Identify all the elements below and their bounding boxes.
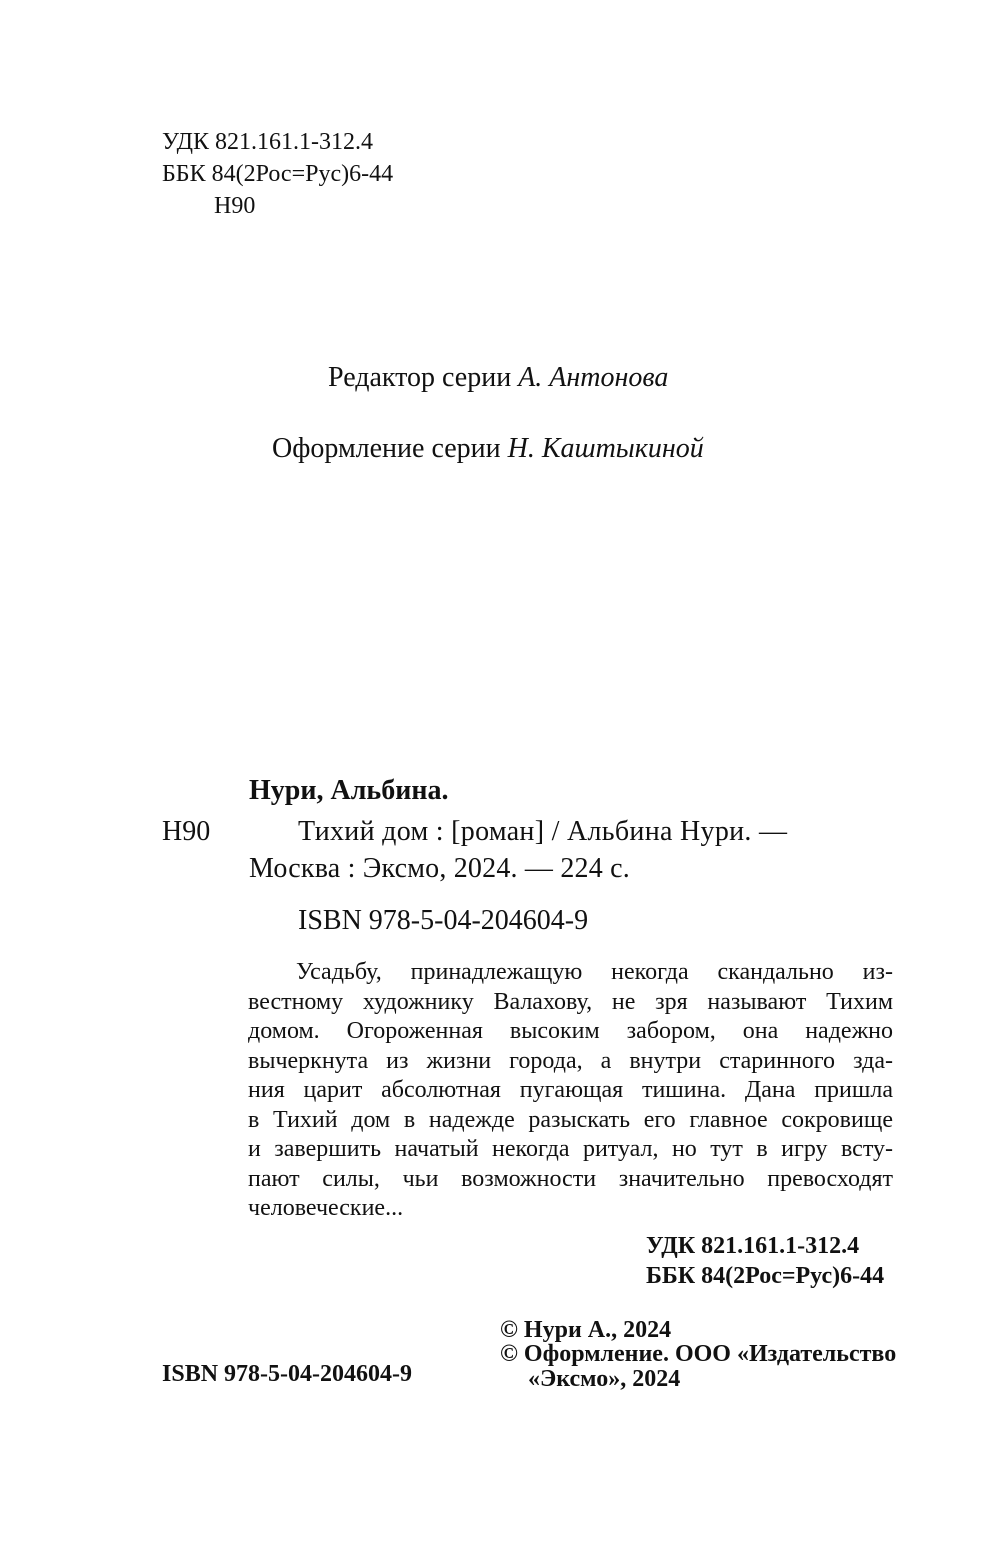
series-editor-name: А. Антонова bbox=[518, 362, 669, 393]
annotation-line: человеческие... bbox=[248, 1195, 404, 1221]
series-editor-role: Редактор серии bbox=[328, 362, 512, 393]
series-design-credit bbox=[272, 435, 704, 463]
bottom-isbn: ISBN 978-5-04-204604-9 bbox=[162, 1361, 412, 1387]
annotation-line: вестному художнику Валахову, не зря называют Тихим bbox=[248, 988, 893, 1015]
bottom-bbk-code: ББК 84(2Рос=Рус)6-44 bbox=[646, 1263, 885, 1289]
author-heading: Нури, Альбина. bbox=[249, 775, 449, 806]
copyright-design-continued: «Эксмо», 2024 bbox=[528, 1366, 681, 1392]
record-isbn: ISBN 978-5-04-204604-9 bbox=[298, 905, 589, 936]
annotation-line: и завершить начатый некогда ритуал, но тут в игру всту- bbox=[248, 1136, 893, 1162]
copyright-design: © Оформление. ООО «Издательство bbox=[500, 1341, 897, 1367]
author-mark: Н90 bbox=[214, 193, 256, 219]
record-title-line: Тихий дом : [роман] / Альбина Нури. — bbox=[298, 816, 788, 847]
annotation-line: вычеркнута из жизни города, а внутри старинного зда- bbox=[248, 1047, 893, 1074]
record-imprint-line: Москва : Эксмо, 2024. — 224 с. bbox=[249, 853, 630, 884]
copyright-author: © Нури А., 2024 bbox=[500, 1317, 672, 1343]
annotation-line: в Тихий дом в надежде разыскать его главное сокровище bbox=[248, 1106, 893, 1133]
annotation-line: домом. Огороженная высоким забором, она надежно bbox=[248, 1018, 893, 1044]
udk-code: УДК 821.161.1-312.4 bbox=[162, 129, 373, 155]
annotation-paragraph bbox=[248, 958, 893, 1224]
annotation-line: ния царит абсолютная пугающая тишина. Дана пришла bbox=[248, 1077, 893, 1103]
annotation-line: пают силы, чьи возможности значительно превосходят bbox=[248, 1165, 893, 1192]
series-design-role: Оформление серии bbox=[272, 433, 501, 464]
bottom-udk-code: УДК 821.161.1-312.4 bbox=[646, 1233, 860, 1259]
record-author-mark: Н90 bbox=[162, 816, 211, 847]
annotation-line: Усадьбу, принадлежащую некогда скандально из- bbox=[296, 959, 893, 985]
bbk-code: ББК 84(2Рос=Рус)6-44 bbox=[162, 161, 394, 187]
series-editor-credit bbox=[328, 364, 668, 392]
series-designer-name: Н. Каштыкиной bbox=[507, 433, 704, 464]
